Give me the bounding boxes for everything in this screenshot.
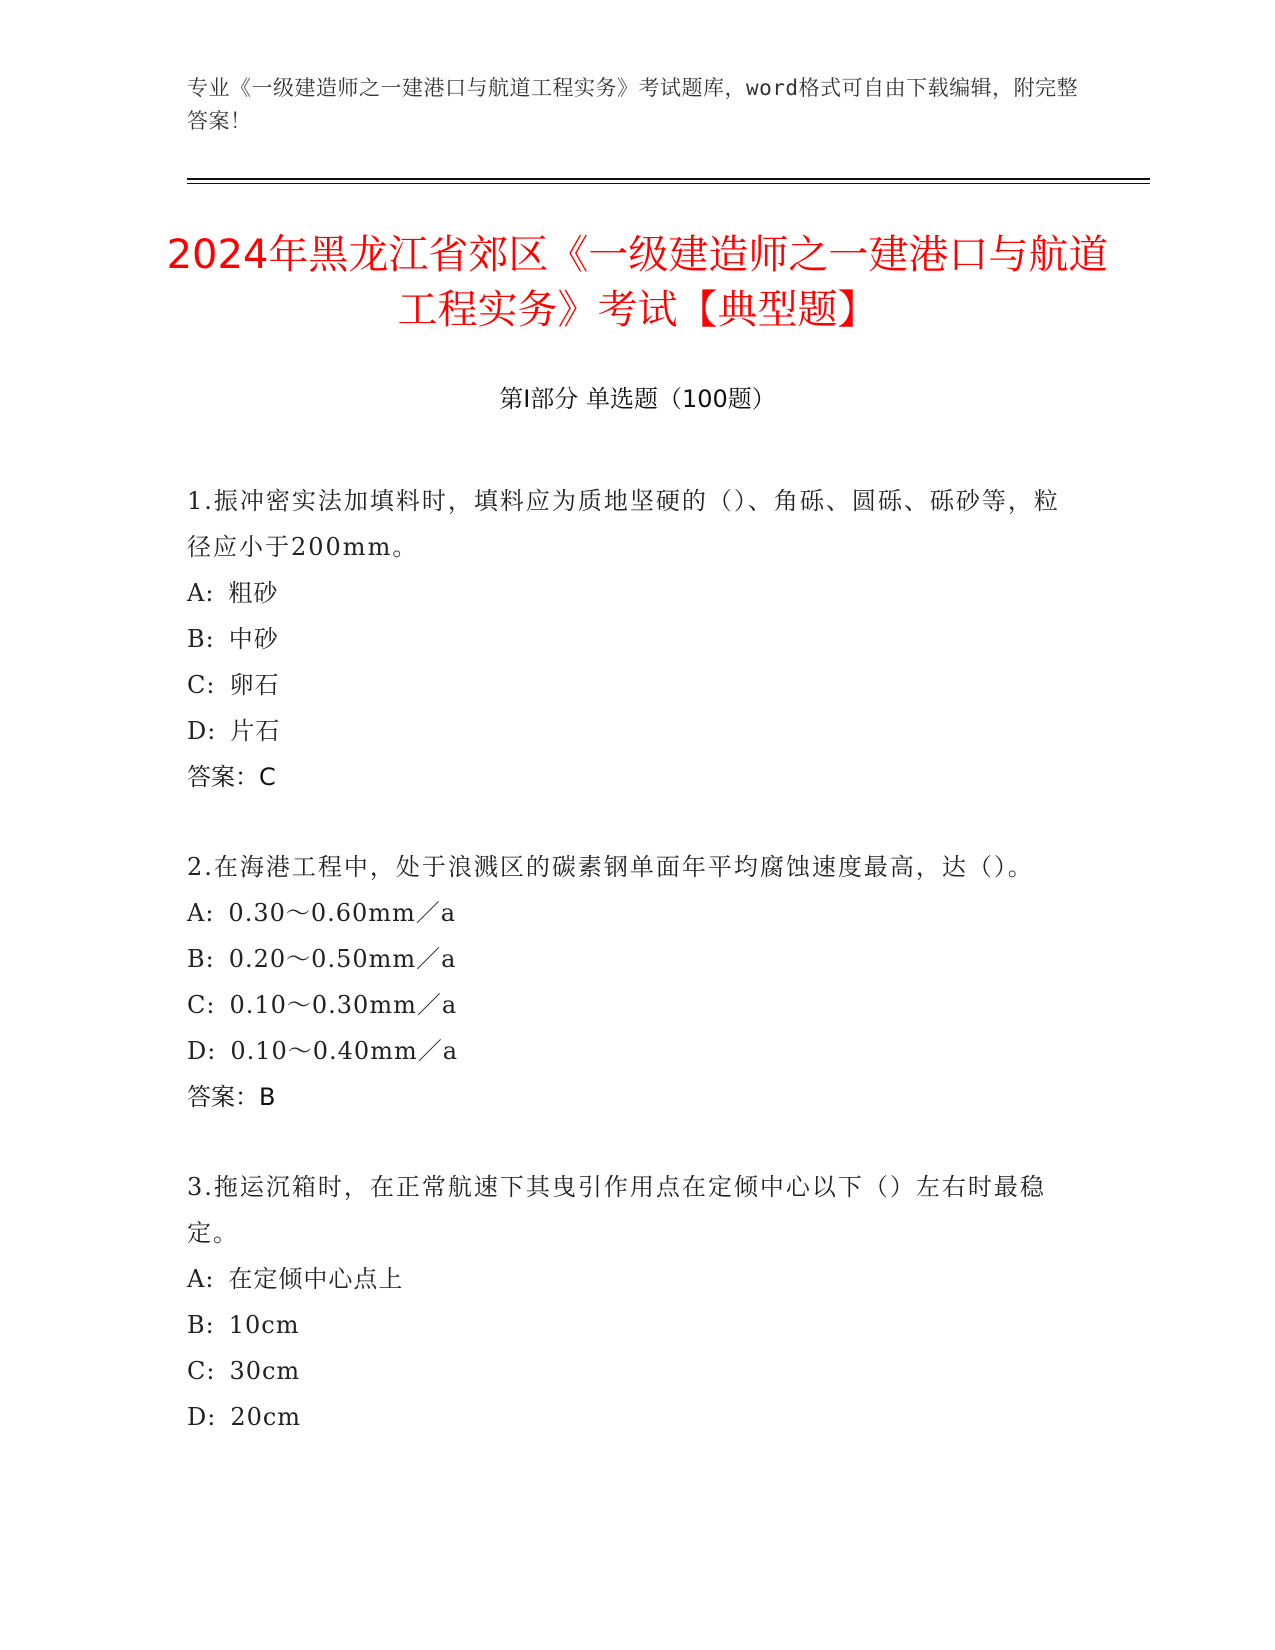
option-key: B: xyxy=(187,625,215,653)
question-stem: 1.振冲密实法加填料时，填料应为质地坚硬的（）、角砾、圆砾、砾砂等，粒径应小于200mm。 xyxy=(187,487,1060,561)
option-key: D: xyxy=(187,1403,217,1431)
option-b xyxy=(187,616,1067,662)
option-b xyxy=(187,936,1067,982)
document-title: 2024年黑龙江省郊区《一级建造师之一建港口与航道工程实务》考试【典型题】 xyxy=(166,232,1109,333)
option-key: A: xyxy=(187,899,215,927)
option-text: 0.10～0.30mm／a xyxy=(229,991,458,1019)
option-d xyxy=(187,1028,1067,1074)
option-key: B: xyxy=(187,1311,215,1339)
option-d xyxy=(187,708,1067,754)
option-text: 0.30～0.60mm／a xyxy=(228,899,457,927)
option-a xyxy=(187,890,1067,936)
header-divider-thick xyxy=(187,178,1150,180)
option-text: 中砂 xyxy=(228,625,279,653)
answer-value: C xyxy=(259,763,276,791)
option-key: C: xyxy=(187,991,216,1019)
option-key: D: xyxy=(187,1037,217,1065)
page-header xyxy=(187,72,1087,138)
option-c xyxy=(187,982,1067,1028)
answer-label: 答案： xyxy=(187,1083,259,1111)
section-heading: 第Ⅰ部分 单选题（100题） xyxy=(499,385,776,413)
option-key: B: xyxy=(187,945,215,973)
header-divider-thin xyxy=(187,183,1150,184)
header-text: 专业《一级建造师之一建港口与航道工程实务》考试题库，word格式可自由下载编辑，附完整答案！ xyxy=(187,76,1079,133)
answer-value: B xyxy=(259,1083,276,1111)
question-stem: 3.拖运沉箱时，在正常航速下其曳引作用点在定倾中心以下（）左右时最稳定。 xyxy=(187,1173,1046,1247)
option-text: 粗砂 xyxy=(228,579,279,607)
option-key: C: xyxy=(187,1357,216,1385)
option-text: 0.20～0.50mm／a xyxy=(228,945,457,973)
option-text: 在定倾中心点上 xyxy=(228,1265,404,1293)
question-2 xyxy=(187,844,1067,1120)
option-key: C: xyxy=(187,671,216,699)
option-a xyxy=(187,1256,1067,1302)
option-d xyxy=(187,1394,1067,1440)
question-3 xyxy=(187,1164,1067,1440)
option-key: A: xyxy=(187,1265,215,1293)
option-key: D: xyxy=(187,717,217,745)
option-key: A: xyxy=(187,579,215,607)
option-b xyxy=(187,1302,1067,1348)
option-text: 卵石 xyxy=(229,671,280,699)
option-a xyxy=(187,570,1067,616)
option-text: 20cm xyxy=(230,1403,302,1431)
option-text: 10cm xyxy=(228,1311,300,1339)
option-text: 片石 xyxy=(230,717,281,745)
question-list xyxy=(187,478,1067,1484)
answer-label: 答案： xyxy=(187,763,259,791)
answer-line xyxy=(187,754,1067,800)
option-c xyxy=(187,662,1067,708)
question-1 xyxy=(187,478,1067,800)
option-text: 0.10～0.40mm／a xyxy=(230,1037,459,1065)
option-text: 30cm xyxy=(229,1357,301,1385)
answer-line xyxy=(187,1074,1067,1120)
option-c xyxy=(187,1348,1067,1394)
question-stem: 2.在海港工程中，处于浪溅区的碳素钢单面年平均腐蚀速度最高，达（）。 xyxy=(187,853,1034,881)
